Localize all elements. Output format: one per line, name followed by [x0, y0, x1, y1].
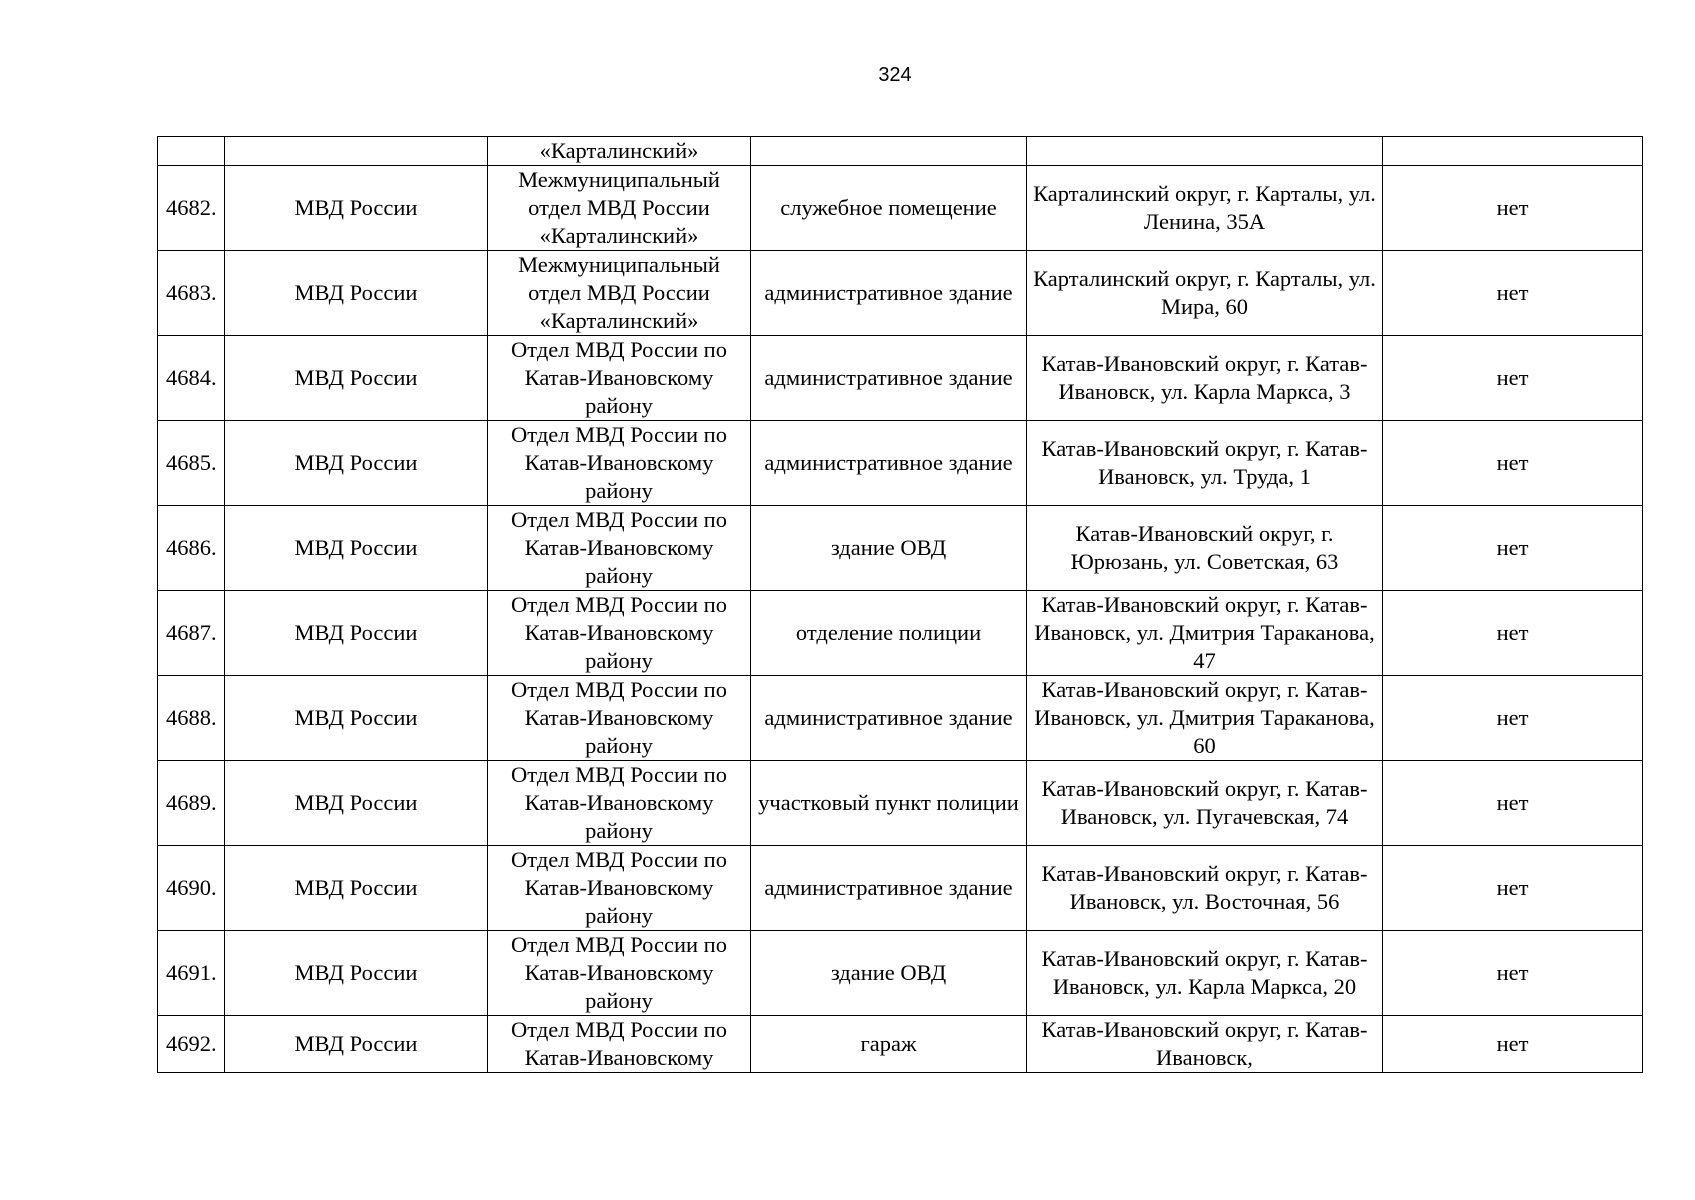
- cell-address: Катав-Ивановский округ, г. Катав-Ивановск,: [1027, 1016, 1383, 1073]
- cell-organization: Межмуниципальный отдел МВД России «Карталинский»: [488, 166, 751, 251]
- cell-status: нет: [1383, 931, 1643, 1016]
- cell-organization: Отдел МВД России по Катав-Ивановскому району: [488, 506, 751, 591]
- cell-object-type: служебное помещение: [751, 166, 1027, 251]
- cell-status: нет: [1383, 591, 1643, 676]
- cell-status: нет: [1383, 336, 1643, 421]
- table-row: [158, 591, 1643, 676]
- cell-address: Карталинский округ, г. Карталы, ул. Мира, 60: [1027, 251, 1383, 336]
- cell-agency: МВД России: [225, 761, 488, 846]
- cell-status: нет: [1383, 166, 1643, 251]
- registry-table-body: [158, 137, 1643, 1073]
- table-row: [158, 1016, 1643, 1073]
- cell-agency: МВД России: [225, 846, 488, 931]
- cell-address: Катав-Ивановский округ, г. Катав-Ивановск, ул. Восточная, 56: [1027, 846, 1383, 931]
- table-row: [158, 166, 1643, 251]
- cell-num: 4692.: [158, 1016, 225, 1073]
- cell-agency: МВД России: [225, 336, 488, 421]
- table-row: [158, 506, 1643, 591]
- cell-address: Катав-Ивановский округ, г. Юрюзань, ул. Советская, 63: [1027, 506, 1383, 591]
- cell-address: Карталинский округ, г. Карталы, ул. Ленина, 35А: [1027, 166, 1383, 251]
- cell-object-type: здание ОВД: [751, 506, 1027, 591]
- cell-agency: МВД России: [225, 506, 488, 591]
- cell-num: 4685.: [158, 421, 225, 506]
- cell-organization: Отдел МВД России по Катав-Ивановскому району: [488, 931, 751, 1016]
- cell-num: 4682.: [158, 166, 225, 251]
- cell-num: [158, 137, 225, 166]
- cell-address: Катав-Ивановский округ, г. Катав-Ивановск, ул. Карла Маркса, 20: [1027, 931, 1383, 1016]
- page-number: 324: [878, 64, 912, 86]
- cell-object-type: здание ОВД: [751, 931, 1027, 1016]
- cell-status: [1383, 137, 1643, 166]
- cell-agency: МВД России: [225, 1016, 488, 1073]
- table-row: [158, 676, 1643, 761]
- table-row-continuation: [158, 137, 1643, 166]
- cell-agency: МВД России: [225, 421, 488, 506]
- cell-organization: Отдел МВД России по Катав-Ивановскому району: [488, 846, 751, 931]
- cell-object-type: административное здание: [751, 676, 1027, 761]
- cell-status: нет: [1383, 506, 1643, 591]
- cell-address: Катав-Ивановский округ, г. Катав-Ивановск, ул. Карла Маркса, 3: [1027, 336, 1383, 421]
- cell-address: Катав-Ивановский округ, г. Катав-Ивановск, ул. Дмитрия Тараканова, 47: [1027, 591, 1383, 676]
- cell-agency: [225, 137, 488, 166]
- cell-address: Катав-Ивановский округ, г. Катав-Ивановск, ул. Труда, 1: [1027, 421, 1383, 506]
- cell-address: [1027, 137, 1383, 166]
- cell-object-type: гараж: [751, 1016, 1027, 1073]
- cell-organization: «Карталинский»: [488, 137, 751, 166]
- cell-status: нет: [1383, 421, 1643, 506]
- table-row: [158, 846, 1643, 931]
- cell-object-type: административное здание: [751, 421, 1027, 506]
- cell-num: 4691.: [158, 931, 225, 1016]
- cell-num: 4683.: [158, 251, 225, 336]
- cell-agency: МВД России: [225, 591, 488, 676]
- cell-object-type: административное здание: [751, 336, 1027, 421]
- cell-agency: МВД России: [225, 676, 488, 761]
- cell-agency: МВД России: [225, 931, 488, 1016]
- cell-object-type: административное здание: [751, 846, 1027, 931]
- cell-organization: Отдел МВД России по Катав-Ивановскому району: [488, 591, 751, 676]
- registry-table: [157, 136, 1643, 1073]
- cell-object-type: участковый пункт полиции: [751, 761, 1027, 846]
- cell-agency: МВД России: [225, 251, 488, 336]
- cell-object-type: административное здание: [751, 251, 1027, 336]
- cell-num: 4684.: [158, 336, 225, 421]
- cell-num: 4689.: [158, 761, 225, 846]
- cell-status: нет: [1383, 676, 1643, 761]
- cell-num: 4688.: [158, 676, 225, 761]
- cell-address: Катав-Ивановский округ, г. Катав-Ивановск, ул. Пугачевская, 74: [1027, 761, 1383, 846]
- table-row: [158, 421, 1643, 506]
- table-row: [158, 761, 1643, 846]
- cell-organization: Отдел МВД России по Катав-Ивановскому району: [488, 761, 751, 846]
- cell-organization: Отдел МВД России по Катав-Ивановскому району: [488, 676, 751, 761]
- cell-status: нет: [1383, 251, 1643, 336]
- cell-object-type: отделение полиции: [751, 591, 1027, 676]
- cell-organization: Отдел МВД России по Катав-Ивановскому району: [488, 421, 751, 506]
- cell-agency: МВД России: [225, 166, 488, 251]
- table-row: [158, 251, 1643, 336]
- cell-status: нет: [1383, 1016, 1643, 1073]
- table-row: [158, 931, 1643, 1016]
- cell-organization: Отдел МВД России по Катав-Ивановскому: [488, 1016, 751, 1073]
- cell-status: нет: [1383, 846, 1643, 931]
- cell-address: Катав-Ивановский округ, г. Катав-Ивановск, ул. Дмитрия Тараканова, 60: [1027, 676, 1383, 761]
- cell-num: 4690.: [158, 846, 225, 931]
- cell-num: 4687.: [158, 591, 225, 676]
- cell-organization: Межмуниципальный отдел МВД России «Карталинский»: [488, 251, 751, 336]
- cell-object-type: [751, 137, 1027, 166]
- cell-organization: Отдел МВД России по Катав-Ивановскому району: [488, 336, 751, 421]
- cell-status: нет: [1383, 761, 1643, 846]
- table-row: [158, 336, 1643, 421]
- cell-num: 4686.: [158, 506, 225, 591]
